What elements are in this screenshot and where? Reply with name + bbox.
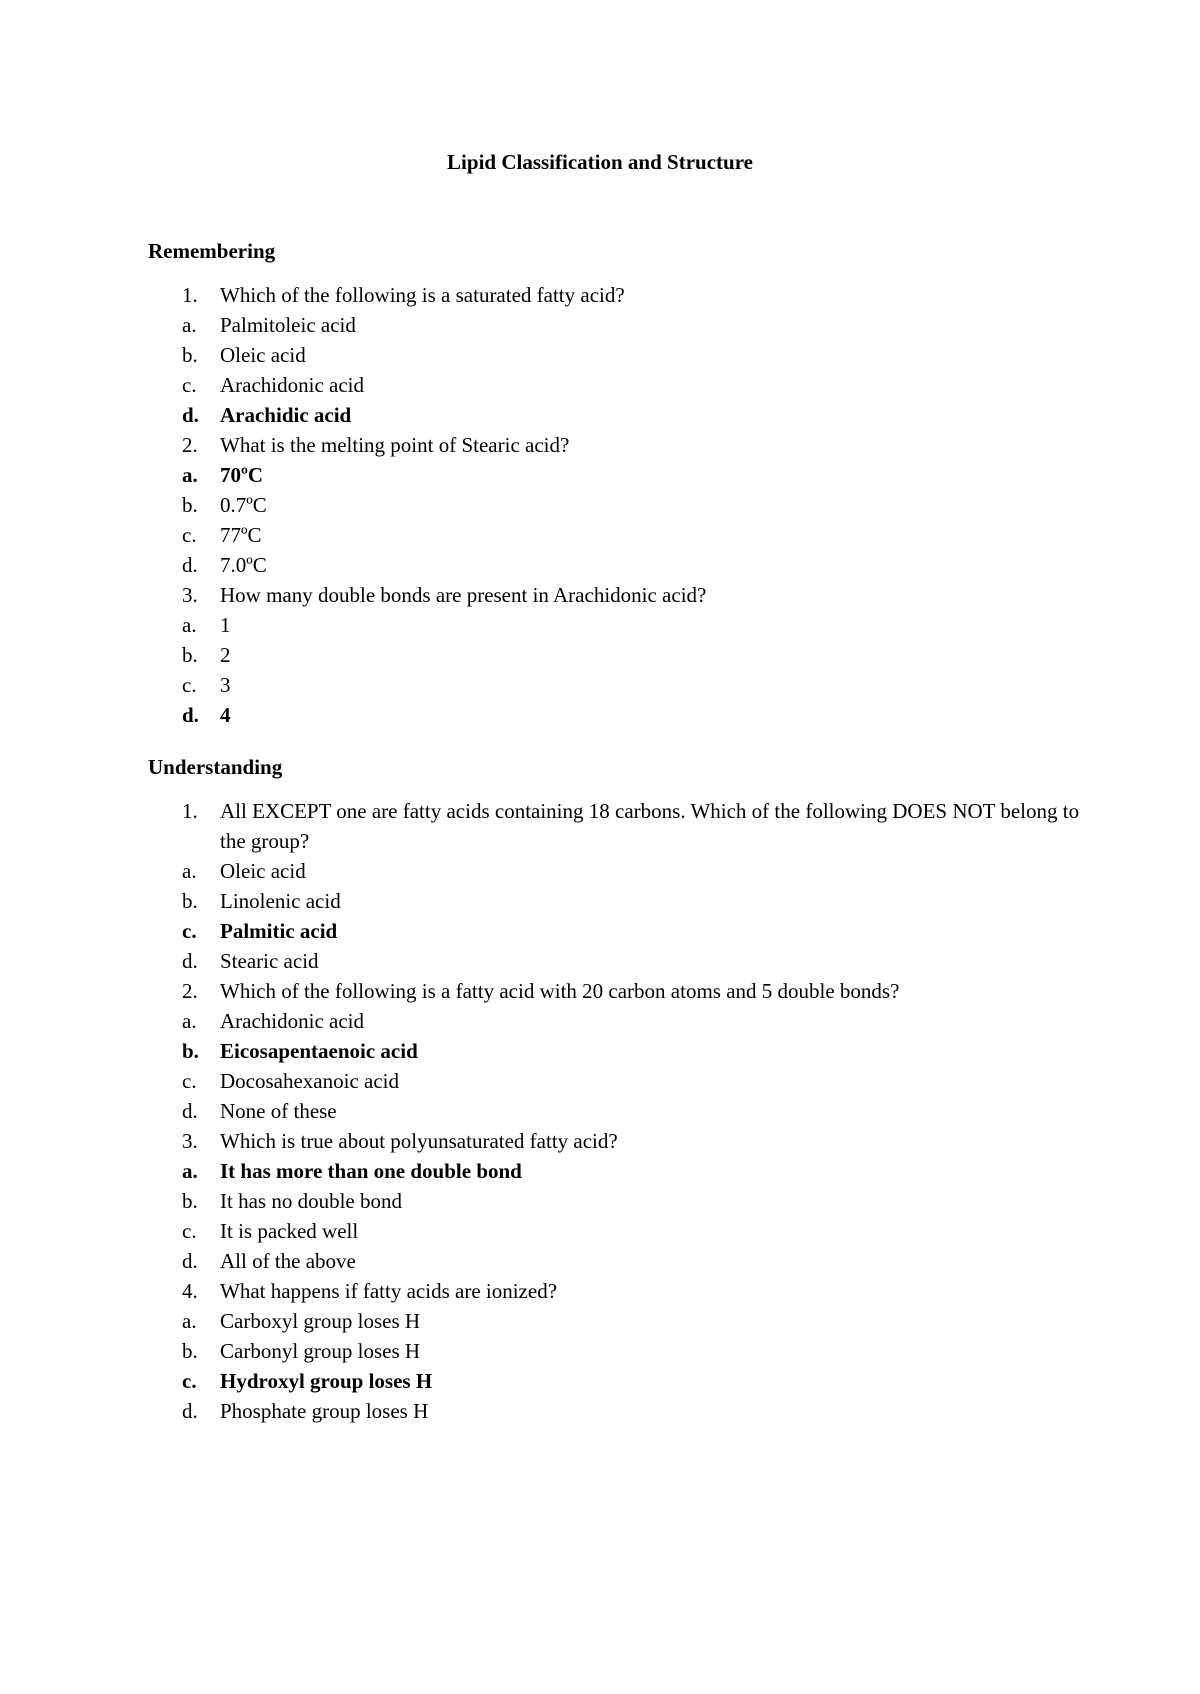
option-text: Arachidonic acid xyxy=(220,373,365,397)
option-letter: a. xyxy=(182,613,197,637)
section-understanding xyxy=(148,752,1098,1426)
question-item xyxy=(148,280,1098,310)
option-text: Arachidic acid xyxy=(220,403,352,427)
answer-option xyxy=(148,640,1098,670)
option-text: 2 xyxy=(220,643,231,667)
question-number: 3. xyxy=(182,583,198,607)
option-text: It has no double bond xyxy=(220,1189,402,1213)
option-letter: b. xyxy=(182,1039,199,1063)
option-letter: b. xyxy=(182,889,198,913)
answer-option xyxy=(148,886,1098,916)
question-text: Which of the following is a saturated fatty acid? xyxy=(220,283,625,307)
question-item xyxy=(148,1126,1098,1156)
option-text: Hydroxyl group loses H xyxy=(220,1369,433,1393)
option-letter: a. xyxy=(182,1159,198,1183)
question-text: What happens if fatty acids are ionized? xyxy=(220,1279,558,1303)
option-letter: b. xyxy=(182,493,198,517)
answer-option-correct xyxy=(148,400,1098,430)
option-text: Oleic acid xyxy=(220,343,306,367)
answer-option xyxy=(148,1306,1098,1336)
section-remembering xyxy=(148,236,1098,730)
answer-option xyxy=(148,340,1098,370)
option-text: Linolenic acid xyxy=(220,889,341,913)
answer-options xyxy=(148,856,1098,976)
option-text: Carbonyl group loses H xyxy=(220,1339,421,1363)
answer-options xyxy=(148,310,1098,430)
option-text: Carboxyl group loses H xyxy=(220,1309,421,1333)
answer-option-correct xyxy=(148,700,1098,730)
answer-option-correct xyxy=(148,460,1098,490)
option-letter: b. xyxy=(182,643,198,667)
option-text: Phosphate group loses H xyxy=(220,1399,429,1423)
option-letter: b. xyxy=(182,1339,198,1363)
option-text: It has more than one double bond xyxy=(220,1159,522,1183)
question-item xyxy=(148,430,1098,460)
answer-options xyxy=(148,1306,1098,1426)
answer-option-correct xyxy=(148,1366,1098,1396)
answer-option xyxy=(148,370,1098,400)
answer-option-correct xyxy=(148,1156,1098,1186)
answer-option xyxy=(148,1006,1098,1036)
answer-option xyxy=(148,946,1098,976)
option-letter: d. xyxy=(182,403,199,427)
option-letter: c. xyxy=(182,673,197,697)
question-item xyxy=(148,1276,1098,1306)
option-letter: d. xyxy=(182,553,198,577)
question-text: All EXCEPT one are fatty acids containing 18 carbons. Which of the following DOES NOT belong to the group? xyxy=(220,799,1080,853)
question-text: Which is true about polyunsaturated fatty acid? xyxy=(220,1129,618,1153)
option-letter: a. xyxy=(182,1009,197,1033)
question-text: How many double bonds are present in Arachidonic acid? xyxy=(220,583,707,607)
option-text: It is packed well xyxy=(220,1219,359,1243)
question-text: What is the melting point of Stearic acid? xyxy=(220,433,570,457)
option-letter: c. xyxy=(182,523,197,547)
option-text: Docosahexanoic acid xyxy=(220,1069,400,1093)
option-letter: a. xyxy=(182,463,198,487)
option-letter: c. xyxy=(182,919,197,943)
answer-option xyxy=(148,1396,1098,1426)
option-text: Palmitoleic acid xyxy=(220,313,356,337)
answer-option xyxy=(148,610,1098,640)
option-text: 7.0ºC xyxy=(220,553,267,577)
section-heading: Remembering xyxy=(148,239,276,263)
option-text: 0.7ºC xyxy=(220,493,267,517)
option-text: All of the above xyxy=(220,1249,356,1273)
answer-option-correct xyxy=(148,1036,1098,1066)
option-text: Oleic acid xyxy=(220,859,306,883)
option-text: 4 xyxy=(220,703,231,727)
answer-option xyxy=(148,1246,1098,1276)
question-number: 2. xyxy=(182,979,198,1003)
option-letter: d. xyxy=(182,1399,198,1423)
answer-options xyxy=(148,460,1098,580)
answer-option xyxy=(148,550,1098,580)
question-item xyxy=(148,976,1098,1006)
option-text: None of these xyxy=(220,1099,337,1123)
answer-option xyxy=(148,1336,1098,1366)
option-text: Palmitic acid xyxy=(220,919,338,943)
answer-option xyxy=(148,310,1098,340)
question-item xyxy=(148,796,1098,856)
question-number: 3. xyxy=(182,1129,198,1153)
question-number: 1. xyxy=(182,799,198,823)
question-number: 2. xyxy=(182,433,198,457)
question-item xyxy=(148,580,1098,610)
option-text: Arachidonic acid xyxy=(220,1009,365,1033)
question-number: 4. xyxy=(182,1279,198,1303)
answer-option xyxy=(148,1096,1098,1126)
option-letter: c. xyxy=(182,1369,197,1393)
answer-option xyxy=(148,670,1098,700)
answer-option xyxy=(148,856,1098,886)
option-letter: b. xyxy=(182,1189,198,1213)
section-heading: Understanding xyxy=(148,755,283,779)
answer-options xyxy=(148,1156,1098,1276)
option-text: 1 xyxy=(220,613,231,637)
option-letter: a. xyxy=(182,313,197,337)
answer-options xyxy=(148,1006,1098,1126)
option-letter: d. xyxy=(182,1099,198,1123)
option-text: 3 xyxy=(220,673,231,697)
answer-option xyxy=(148,490,1098,520)
option-letter: a. xyxy=(182,1309,197,1333)
answer-option xyxy=(148,1066,1098,1096)
answer-options xyxy=(148,610,1098,730)
option-letter: c. xyxy=(182,1069,197,1093)
answer-option-correct xyxy=(148,916,1098,946)
option-letter: a. xyxy=(182,859,197,883)
option-text: Eicosapentaenoic acid xyxy=(220,1039,418,1063)
option-letter: d. xyxy=(182,949,198,973)
question-text: Which of the following is a fatty acid with 20 carbon atoms and 5 double bonds? xyxy=(220,979,900,1003)
option-letter: b. xyxy=(182,343,198,367)
answer-option xyxy=(148,1216,1098,1246)
option-letter: c. xyxy=(182,373,197,397)
answer-option xyxy=(148,1186,1098,1216)
option-letter: c. xyxy=(182,1219,197,1243)
option-text: Stearic acid xyxy=(220,949,319,973)
answer-option xyxy=(148,520,1098,550)
option-text: 70ºC xyxy=(220,463,264,487)
question-number: 1. xyxy=(182,283,198,307)
option-letter: d. xyxy=(182,703,199,727)
option-letter: d. xyxy=(182,1249,198,1273)
document-title: Lipid Classification and Structure xyxy=(447,150,753,174)
option-text: 77ºC xyxy=(220,523,262,547)
